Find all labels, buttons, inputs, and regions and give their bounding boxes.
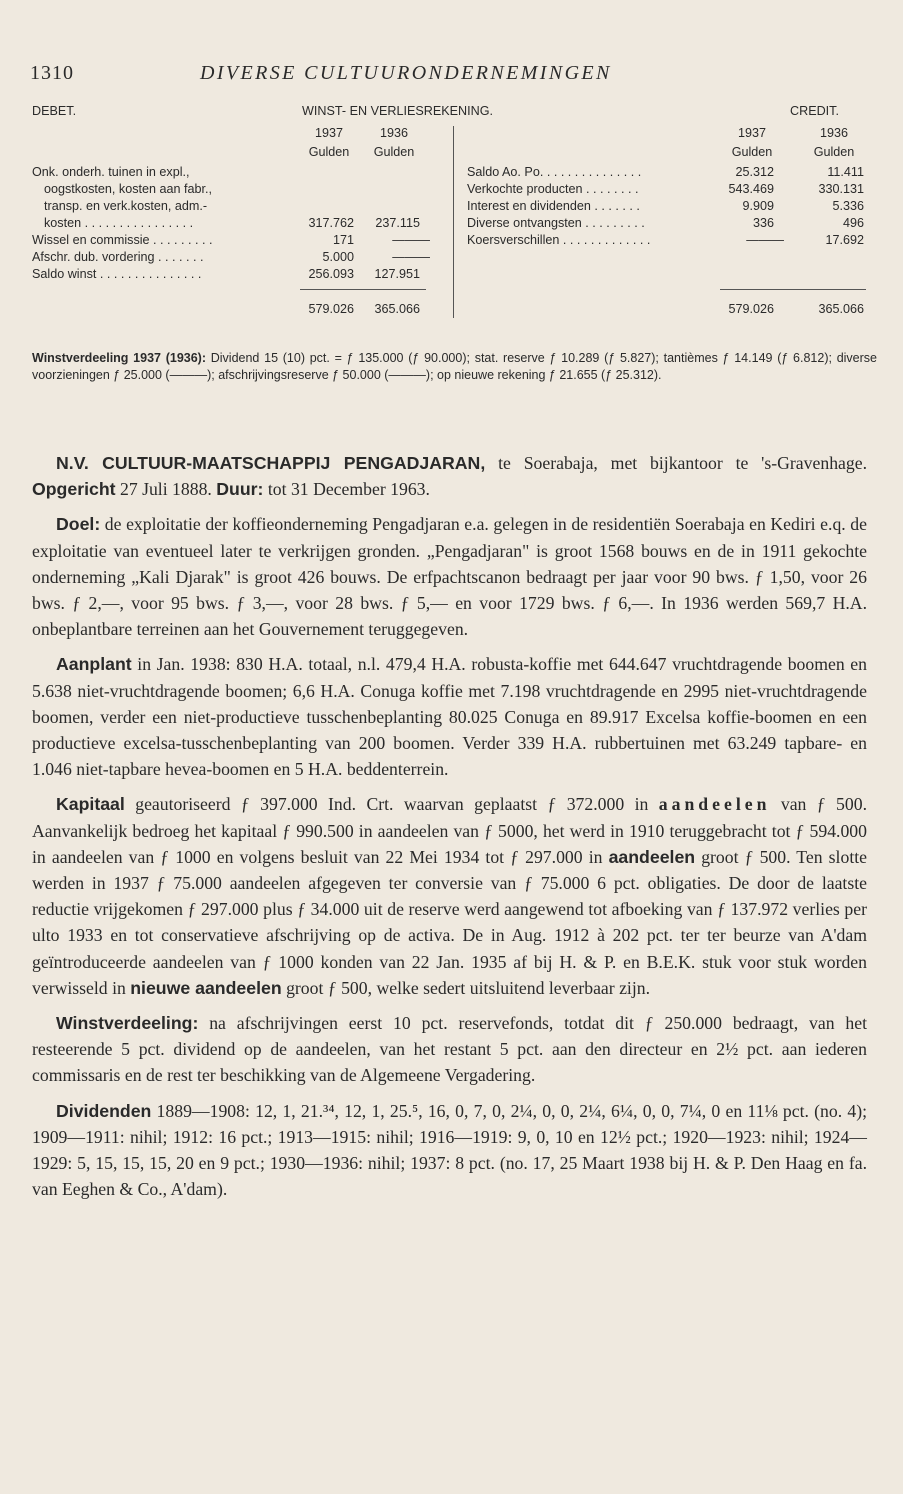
account-title: WINST- EN VERLIESREKENING. xyxy=(302,104,494,118)
credit-value: 9.909 xyxy=(742,199,774,213)
kapitaal-text: geautoriseerd ƒ 397.000 Ind. Crt. waarvan geplaatst ƒ 372.000 in xyxy=(124,794,659,815)
duur-label: Duur: xyxy=(216,479,264,500)
credit-total: 579.026 xyxy=(728,302,774,316)
credit-total: 365.066 xyxy=(818,302,864,316)
credit-label: CREDIT. xyxy=(790,104,839,118)
account-divider xyxy=(453,126,454,318)
debit-total-rule xyxy=(300,289,426,290)
debit-line: Wissel en commissie . . . . . . . . . xyxy=(32,233,213,247)
credit-line: Verkochte producten . . . . . . . . xyxy=(467,182,639,196)
doel-text: de exploitatie der koffieonderneming Pengadjaran e.a. gelegen in de residentiën Soerabaja en Kediri e.q. de exploitatie van eventueel later te verkrijgen gronden. „Pengadjaran" is groot 1568 bouws en de in 1911 gekochte onderneming „Kali Djarak" is groot 426 bouws. De erfpachtscanon bedraagt per jaar voor 90 bws. ƒ 1,50, voor 26 bws. ƒ 2,—, voor 95 bws. ƒ 3,—, voor 28 bws. ƒ 5,— en voor 1729 bws. ƒ 6,—. In 1936 werden 569,7 H.A. onbeplantbare terreinen aan het Gouvernement teruggegeven. xyxy=(32,514,867,640)
debit-total: 365.066 xyxy=(374,302,420,316)
kapitaal-text: groot ƒ 500. Ten slotte werden in 1937 ƒ 75.000 aandeelen afgegeven ter conversie van ƒ 75.000 6 pct. obligaties. De door de laatste reductie vrijgekomen ƒ 297.000 plus ƒ 34.000 uit de reserve werd aangewend tot afboeking van ƒ 137.972 verlies per ulto 1933 en tot conservatieve afschrijving op de activa. De in Aug. 1912 à 202 pct. ter ter beurze van A'dam geïntroduceerde aandeelen van ƒ 1000 konden van 22 Jan. 1935 af bij H. & P. en B.E.K. stuk voor stuk worden verwisseld in xyxy=(32,846,867,998)
aanplant-paragraph xyxy=(32,651,867,782)
note-text: Dividend 15 (10) pct. = ƒ 135.000 (ƒ 90.000); stat. reserve ƒ 10.289 (ƒ 5.827); tantièmes ƒ 14.149 (ƒ 6.812); diverse voorzieningen ƒ 25.000 (———); afschrijvingsreserve ƒ 50.000 (———); op nieuwe rekening ƒ 21.655 (ƒ 25.312). xyxy=(32,351,877,382)
winstverdeeling-label: Winstverdeeling: xyxy=(56,1013,199,1034)
debit-value: 256.093 xyxy=(308,267,354,281)
credit-value: ——— xyxy=(746,233,784,247)
credit-value: 496 xyxy=(842,216,864,230)
dividenden-label: Dividenden xyxy=(56,1100,152,1121)
credit-value: 330.131 xyxy=(818,182,864,196)
debit-value: 237.115 xyxy=(375,216,420,230)
company-intro xyxy=(32,450,867,502)
credit-value: 25.312 xyxy=(735,165,774,179)
doel-paragraph xyxy=(32,511,867,642)
kapitaal-text: groot ƒ 500, welke sedert uitsluitend leverbaar zijn. xyxy=(281,977,651,998)
debit-line: Saldo winst . . . . . . . . . . . . . . . xyxy=(32,267,202,281)
kapitaal-label: Kapitaal xyxy=(56,794,125,815)
running-title: DIVERSE CULTUURONDERNEMINGEN xyxy=(200,62,612,84)
credit-line: Saldo Ao. Po. . . . . . . . . . . . . . . xyxy=(467,165,642,179)
debit-year-1936: 1936 xyxy=(379,126,409,140)
nieuwe-aandeelen-bold: nieuwe aandeelen xyxy=(130,977,282,998)
aanplant-label: Aanplant xyxy=(56,654,132,675)
debit-line: Afschr. dub. vordering . . . . . . . xyxy=(32,250,204,264)
aandeelen-spaced: aandeelen xyxy=(658,794,771,815)
credit-unit-1937: Gulden xyxy=(731,145,773,159)
credit-unit-1936: Gulden xyxy=(813,145,855,159)
running-header xyxy=(30,62,880,90)
debit-value: 127.951 xyxy=(374,267,420,281)
debit-line: kosten . . . . . . . . . . . . . . . . xyxy=(44,216,194,230)
debit-line: Onk. onderh. tuinen in expl., xyxy=(32,165,190,179)
debit-value: ——— xyxy=(392,233,430,247)
debit-unit-1937: Gulden xyxy=(308,145,350,159)
debit-unit-1936: Gulden xyxy=(373,145,415,159)
winstverdeeling-text: na afschrijvingen eerst 10 pct. reservefonds, totdat dit ƒ 250.000 bedraagt, van het resteerende 5 pct. dividend op de aandeelen, van het restant 5 pct. aan den directeur en 2½ pct. aan iederen commissaris en de rest ter beschikking van de Algemeene Vergadering. xyxy=(32,1013,867,1086)
kapitaal-paragraph xyxy=(32,791,867,1001)
credit-year-1937: 1937 xyxy=(737,126,767,140)
credit-value: 11.411 xyxy=(827,165,864,179)
company-location: te Soerabaja, met bijkantoor te 's-Gravenhage. xyxy=(485,453,868,473)
debit-year-1937: 1937 xyxy=(314,126,344,140)
credit-line: Diverse ontvangsten . . . . . . . . . xyxy=(467,216,645,230)
credit-line: Koersverschillen . . . . . . . . . . . . . xyxy=(467,233,651,247)
doel-label: Doel: xyxy=(56,514,101,535)
credit-value: 17.692 xyxy=(825,233,864,247)
company-name: N.V. CULTUUR-MAATSCHAPPIJ PENGADJARAN, xyxy=(56,453,486,473)
company-description xyxy=(32,450,867,1211)
debit-line: oogstkosten, kosten aan fabr., xyxy=(44,182,213,196)
debit-line: transp. en verk.kosten, adm.- xyxy=(44,199,208,213)
kapitaal-text: van ƒ 500. Aanvankelijk bedroeg het kapitaal ƒ 990.500 in aandeelen van ƒ 5000, het werd in 1910 teruggebracht tot ƒ 594.000 in aandeelen van ƒ 1000 en volgens besluit van 22 Mei 1934 tot ƒ 297.000 in xyxy=(32,794,867,867)
credit-value: 543.469 xyxy=(728,182,774,196)
credit-line: Interest en dividenden . . . . . . . xyxy=(467,199,640,213)
dividenden-text: 1889—1908: 12, 1, 21.³⁴, 12, 1, 25.⁵, 16, 0, 7, 0, 2¼, 0, 0, 2¼, 6¼, 0, 0, 7¼, 0 en 11⅛ pct. (no. 4); 1909—1911: nihil; 1912: 16 pct.; 1913—1915: nihil; 1916—1919: 9, 0, 10 en 12½ pct.; 1920—1923: nihil; 1924—1929: 5, 15, 15, 15, 20 en 9 pct.; 1930—1936: nihil; 1937: 8 pct. (no. 17, 25 Maart 1938 bij H. & P. Den Haag en fa. van Eeghen & Co., A'dam). xyxy=(32,1100,867,1200)
profit-distribution-note xyxy=(32,350,877,383)
note-label: Winstverdeeling 1937 (1936): xyxy=(32,351,207,365)
credit-year-1936: 1936 xyxy=(819,126,849,140)
credit-total-rule xyxy=(720,289,866,290)
debit-value: 171 xyxy=(332,233,354,247)
duur-text: tot 31 December 1963. xyxy=(263,479,430,500)
dividenden-paragraph xyxy=(32,1098,867,1203)
debit-total: 579.026 xyxy=(308,302,354,316)
opgericht-label: Opgericht xyxy=(32,479,116,500)
credit-value: 336 xyxy=(752,216,774,230)
debit-value: 317.762 xyxy=(308,216,354,230)
debit-value: 5.000 xyxy=(322,250,354,264)
debit-value: ——— xyxy=(392,250,430,264)
aandeelen-bold: aandeelen xyxy=(608,846,696,867)
profit-loss-account xyxy=(32,104,882,324)
aanplant-text: in Jan. 1938: 830 H.A. totaal, n.l. 479,4 H.A. robusta-koffie met 644.647 vruchtdragende boomen en 5.638 niet-vruchtdragende boomen; 6,6 H.A. Conuga koffie met 7.198 vruchtdragende en 2995 niet-vruchtdragende boomen, verder een niet-productieve tusschenbeplanting 80.025 Conuga en 89.917 Excelsa koffie-boomen en een productieve excelsa-tusschenbeplanting van 200 boomen. Verder 339 H.A. rubbertuinen met 63.249 tapbare- en 1.046 niet-tapbare hevea-boomen en 5 H.A. beddenterrein. xyxy=(32,654,867,780)
winstverdeeling-paragraph xyxy=(32,1010,867,1089)
credit-value: 5.336 xyxy=(832,199,864,213)
debet-label: DEBET. xyxy=(32,104,77,118)
page-number: 1310 xyxy=(30,62,74,84)
opgericht-text: 27 Juli 1888. xyxy=(115,479,217,500)
